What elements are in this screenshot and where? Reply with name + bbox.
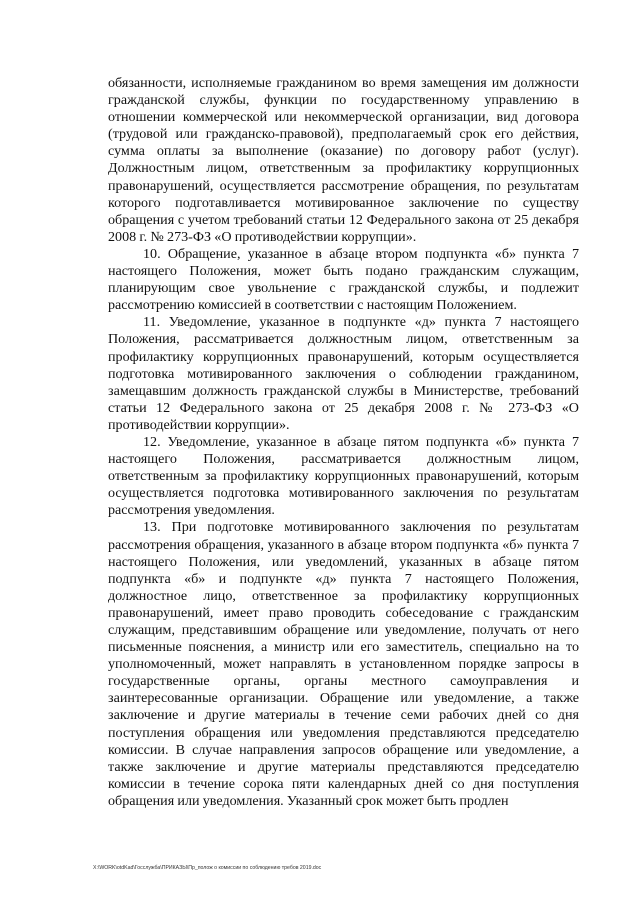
footer-file-path: X:\WORK\otdKad\Госслужба\ПРИКАЗЫ\Пр_полож о комиссии по соблюдению требов 2019.doc	[93, 865, 322, 871]
paragraph-item-13: 13. При подготовке мотивированного заключения по результатам рассмотрения обращения, указанного в абзаце втором подпункта «б» пункта 7 настоящего Положения, или уведомлений, указанных в абзаце пятом подпункта «б» и подпункте «д» пункта 7 настоящего Положения, должностное лицо, ответственное за профилактику коррупционных правонарушений, имеет право проводить собеседование с гражданским служащим, представившим обращение или уведомление, получать от него письменные пояснения, а министр или его заместитель, специально на то уполномоченный, может направлять в установленном порядке запросы в государственные органы, органы местного самоуправления и заинтересованные организации. Обращение или уведомление, а также заключение и другие материалы в течение семи рабочих дней со дня поступления обращения или уведомления представляются председателю комиссии. В случае направления запросов обращение или уведомление, а также заключение и другие материалы представляются председателю комиссии в течение сорока пяти календарных дней со дня поступления обращения или уведомления. Указанный срок может быть продлен	[108, 519, 579, 809]
paragraph-item-11: 11. Уведомление, указанное в подпункте «д» пункта 7 настоящего Положения, рассматривается должностным лицом, ответственным за профилактику коррупционных правонарушений, которым осуществляется подготовка мотивированного заключения о соблюдении гражданином, замещавшим должность гражданской службы в Министерстве, требований статьи 12 Федерального закона от 25 декабря 2008 г. № 273-ФЗ «О противодействии коррупции».	[108, 314, 579, 433]
document-body	[108, 75, 579, 810]
paragraph-continuation: обязанности, исполняемые гражданином во время замещения им должности гражданской службы, функции по государственному управлению в отношении коммерческой или некоммерческой организации, вид договора (трудовой или гражданско-правовой), предполагаемый срок его действия, сумма оплаты за выполнение (оказание) по договору работ (услуг). Должностным лицом, ответственным за профилактику коррупционных правонарушений, осуществляется рассмотрение обращения, по результатам которого подготавливается мотивированное заключение по существу обращения с учетом требований статьи 12 Федерального закона от 25 декабря 2008 г. № 273-ФЗ «О противодействии коррупции».	[108, 75, 579, 245]
paragraph-item-12: 12. Уведомление, указанное в абзаце пятом подпункта «б» пункта 7 настоящего Положения, рассматривается должностным лицом, ответственным за профилактику коррупционных правонарушений, которым осуществляется подготовка мотивированного заключения по результатам рассмотрения уведомления.	[108, 433, 579, 519]
paragraph-item-10: 10. Обращение, указанное в абзаце втором подпункта «б» пункта 7 настоящего Положения, может быть подано гражданским служащим, планирующим свое увольнение с гражданской службы, и подлежит рассмотрению комиссией в соответствии с настоящим Положением.	[108, 245, 579, 314]
